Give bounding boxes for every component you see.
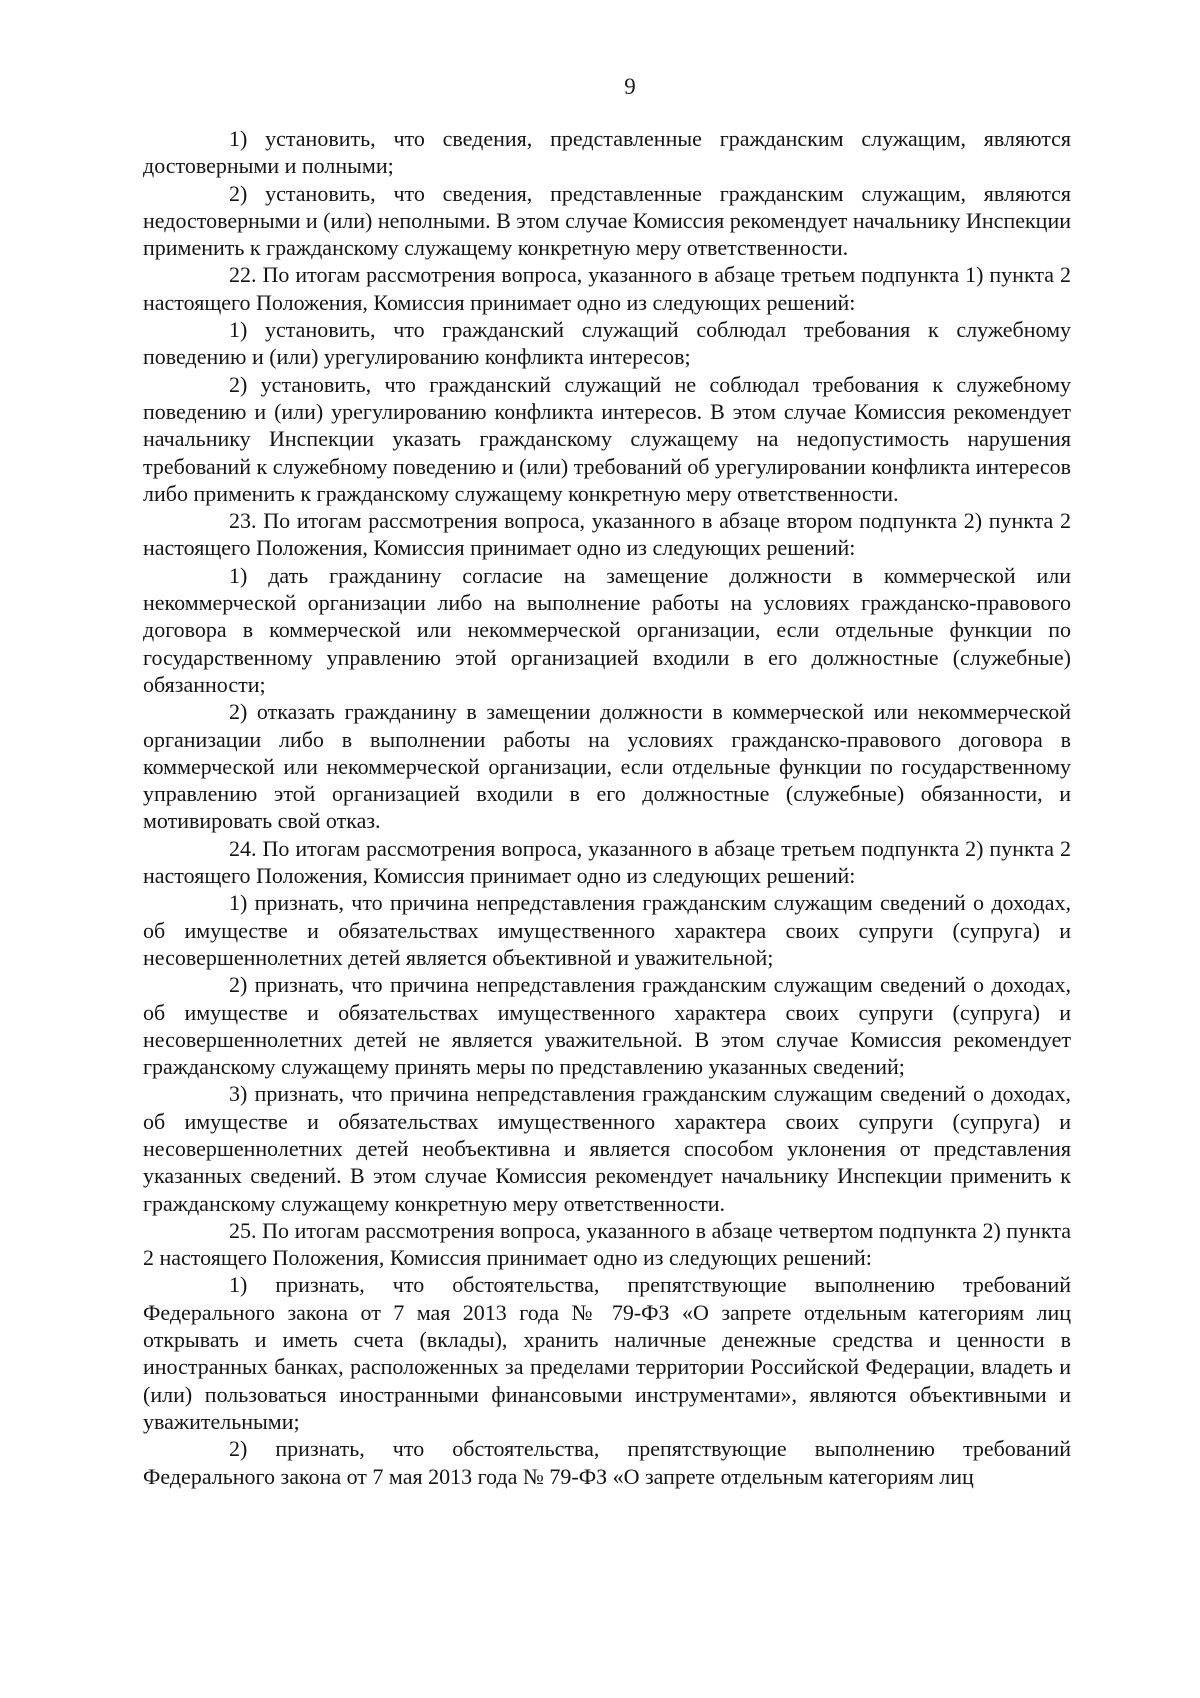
- paragraph-23: 23. По итогам рассмотрения вопроса, указанного в абзаце втором подпункта 2) пункта 2 настоящего Положения, Комиссия принимает одно из следующих решений:: [143, 508, 1071, 561]
- page-number: 9: [624, 74, 636, 99]
- paragraph-21-item-2: 2) установить, что сведения, представленные гражданским служащим, являются недостоверными и (или) неполными. В этом случае Комиссия рекомендует начальнику Инспекции применить к гражданскому служащему конкретную меру ответственности.: [143, 180, 1071, 261]
- paragraph-23-item-2: 2) отказать гражданину в замещении должности в коммерческой или некоммерческой организации либо в выполнении работы на условиях гражданско-правового договора в коммерческой или некоммерческой организации, если отдельные функции по государственному управлению этой организацией входили в его должностные (служебные) обязанности, и мотивировать свой отказ.: [143, 699, 1071, 834]
- paragraph-24: 24. По итогам рассмотрения вопроса, указанного в абзаце третьем подпункта 2) пункта 2 настоящего Положения, Комиссия принимает одно из следующих решений:: [143, 835, 1071, 889]
- paragraph-25-item-2: 2) признать, что обстоятельства, препятствующие выполнению требований Федерального закона от 7 мая 2013 года № 79-ФЗ «О запрете отдельным категориям лиц: [143, 1436, 1071, 1489]
- paragraph-21-item-1: 1) установить, что сведения, представленные гражданским служащим, являются достоверными и полными;: [143, 126, 1071, 179]
- paragraph-25-item-1: 1) признать, что обстоятельства, препятствующие выполнению требований Федерального закона от 7 мая 2013 года № 79-ФЗ «О запрете отдельным категориям лиц открывать и иметь счета (вклады), хранить наличные денежные средства и ценности в иностранных банках, расположенных за пределами территории Российской Федерации, владеть и (или) пользоваться иностранными финансовыми инструментами», являются объективными и уважительными;: [143, 1272, 1071, 1434]
- paragraph-24-item-1: 1) признать, что причина непредставления гражданским служащим сведений о доходах, об имуществе и обязательствах имущественного характера своих супруги (супруга) и несовершеннолетних детей является объективной и уважительной;: [143, 890, 1071, 970]
- paragraph-22: 22. По итогам рассмотрения вопроса, указанного в абзаце третьем подпункта 1) пункта 2 настоящего Положения, Комиссия принимает одно из следующих решений:: [143, 262, 1071, 315]
- paragraph-23-item-1: 1) дать гражданину согласие на замещение должности в коммерческой или некоммерческой организации либо на выполнение работы на условиях гражданско-правового договора в коммерческой или некоммерческой организации, если отдельные функции по государственному управлению этой организацией входили в его должностные (служебные) обязанности;: [143, 562, 1071, 697]
- paragraph-24-item-2: 2) признать, что причина непредставления гражданским служащим сведений о доходах, об имуществе и обязательствах имущественного характера своих супруги (супруга) и несовершеннолетних детей не является уважительной. В этом случае Комиссия рекомендует гражданскому служащему принять меры по представлению указанных сведений;: [143, 972, 1071, 1080]
- paragraph-24-item-3: 3) признать, что причина непредставления гражданским служащим сведений о доходах, об имуществе и обязательствах имущественного характера своих супруги (супруга) и несовершеннолетних детей необъективна и является способом уклонения от представления указанных сведений. В этом случае Комиссия рекомендует начальнику Инспекции применить к гражданскому служащему конкретную меру ответственности.: [143, 1081, 1071, 1216]
- paragraph-22-item-2: 2) установить, что гражданский служащий не соблюдал требования к служебному поведению и (или) урегулированию конфликта интересов. В этом случае Комиссия рекомендует начальнику Инспекции указать гражданскому служащему на недопустимость нарушения требований к служебному поведению и (или) требований об урегулировании конфликта интересов либо применить к гражданскому служащему конкретную меру ответственности.: [143, 371, 1071, 506]
- paragraph-22-item-1: 1) установить, что гражданский служащий соблюдал требования к служебному поведению и (или) урегулированию конфликта интересов;: [143, 317, 1071, 370]
- paragraph-25: 25. По итогам рассмотрения вопроса, указанного в абзаце четвертом подпункта 2) пункта 2 настоящего Положения, Комиссия принимает одно из следующих решений:: [143, 1217, 1071, 1271]
- document-body: [143, 125, 1071, 1490]
